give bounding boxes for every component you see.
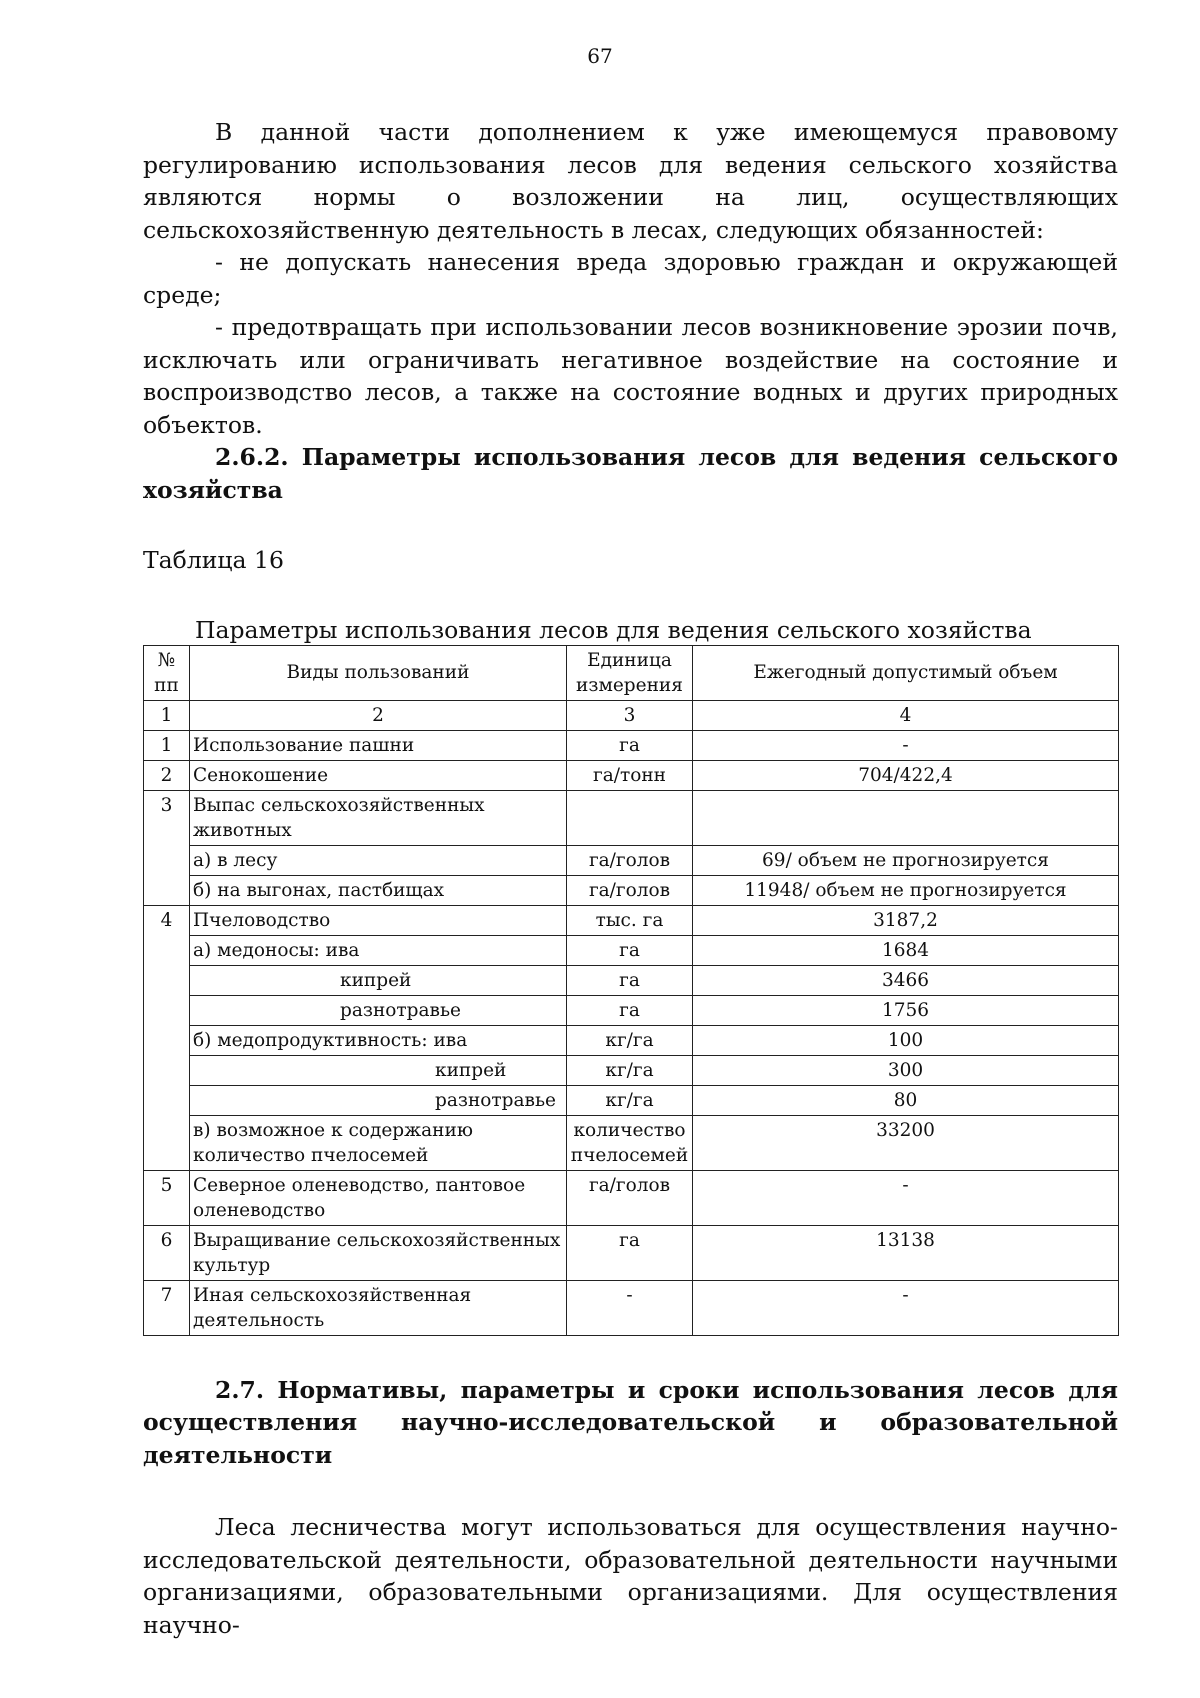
header-volume: Ежегодный допустимый объем [693, 645, 1119, 700]
row-volume: 69/ объем не прогнозируется [693, 845, 1119, 875]
parameters-table [143, 645, 1119, 1336]
row-type: а) в лесу [190, 845, 567, 875]
row-num: 5 [144, 1170, 190, 1225]
row-num [144, 1085, 190, 1115]
row-type: Пчеловодство [190, 905, 567, 935]
table-row [144, 1085, 1119, 1115]
row-volume: - [693, 730, 1119, 760]
row-volume: 33200 [693, 1115, 1119, 1170]
row-num: 1 [144, 730, 190, 760]
table-row [144, 790, 1119, 845]
section-2-7-paragraph: Леса лесничества могут использоваться для осуществления научно-исследовательской деятельности, образовательной деятельности научными организациями, образовательными организациями. Для осуществления научно- [143, 1513, 1118, 1639]
row-num [144, 845, 190, 875]
row-volume: - [693, 1170, 1119, 1225]
page-number: 67 [587, 44, 613, 68]
row-volume: 1684 [693, 935, 1119, 965]
table-header-row [144, 645, 1119, 700]
row-num [144, 995, 190, 1025]
section-heading-2-7: 2.7. Нормативы, параметры и сроки использования лесов для осуществления научно-исследовательской и образовательной деятельности [143, 1375, 1118, 1469]
row-type: Сенокошение [190, 760, 567, 790]
bullet-item: - предотвращать при использовании лесов возникновение эрозии почв, исключать или ограничивать негативное воздействие на состояние и воспроизводство лесов, а также на состояние водных и других природных объектов. [143, 313, 1118, 439]
row-volume: - [693, 1280, 1119, 1335]
table-row [144, 1170, 1119, 1225]
row-unit [567, 790, 693, 845]
section-2-7 [143, 1374, 1118, 1642]
column-number: 1 [144, 700, 190, 730]
row-num [144, 875, 190, 905]
row-type: Иная сельскохозяйственная деятельность [190, 1280, 567, 1335]
row-type: б) медопродуктивность: ива [190, 1025, 567, 1055]
row-type: кипрей [190, 965, 567, 995]
table-row [144, 875, 1119, 905]
row-volume: 100 [693, 1025, 1119, 1055]
row-volume: 704/422,4 [693, 760, 1119, 790]
row-unit: количество пчелосемей [567, 1115, 693, 1170]
row-unit: тыс. га [567, 905, 693, 935]
row-unit: га [567, 1225, 693, 1280]
column-number: 4 [693, 700, 1119, 730]
page-content [143, 116, 1118, 1641]
table-row [144, 965, 1119, 995]
row-volume: 3187,2 [693, 905, 1119, 935]
table-row [144, 1280, 1119, 1335]
section-heading-2-6-2: 2.6.2. Параметры использования лесов для ведения сельского хозяйства [143, 443, 1118, 504]
row-num [144, 1025, 190, 1055]
row-type: а) медоносы: ива [190, 935, 567, 965]
bullet-item: - не допускать нанесения вреда здоровью граждан и окружающей среде; [143, 248, 1118, 309]
row-unit: га/тонн [567, 760, 693, 790]
row-num: 3 [144, 790, 190, 845]
column-number: 3 [567, 700, 693, 730]
row-num: 4 [144, 905, 190, 935]
row-num [144, 965, 190, 995]
row-unit: га [567, 965, 693, 995]
row-unit: га/голов [567, 1170, 693, 1225]
row-type: Северное оленеводство, пантовое оленеводство [190, 1170, 567, 1225]
row-num [144, 935, 190, 965]
table-caption: Параметры использования лесов для ведения сельского хозяйства [195, 615, 1032, 644]
row-num: 2 [144, 760, 190, 790]
row-volume: 80 [693, 1085, 1119, 1115]
row-volume: 13138 [693, 1225, 1119, 1280]
row-unit: га [567, 730, 693, 760]
row-unit: кг/га [567, 1025, 693, 1055]
table-row [144, 1055, 1119, 1085]
row-unit: га/голов [567, 875, 693, 905]
table-row [144, 935, 1119, 965]
header-type: Виды пользований [190, 645, 567, 700]
row-unit: га [567, 995, 693, 1025]
row-num [144, 1115, 190, 1170]
row-unit: - [567, 1280, 693, 1335]
row-num [144, 1055, 190, 1085]
row-type: Выпас сельскохозяйственных животных [190, 790, 567, 845]
table-label: Таблица 16 [143, 546, 284, 574]
table-row [144, 1025, 1119, 1055]
row-type: разнотравье [190, 995, 567, 1025]
row-type: б) на выгонах, пастбищах [190, 875, 567, 905]
table-row [144, 760, 1119, 790]
row-type: Выращивание сельскохозяйственных культур [190, 1225, 567, 1280]
header-unit: Единица измерения [567, 645, 693, 700]
row-type: разнотравье [190, 1085, 567, 1115]
row-type: кипрей [190, 1055, 567, 1085]
table-row [144, 845, 1119, 875]
row-unit: кг/га [567, 1055, 693, 1085]
table-row [144, 1115, 1119, 1170]
row-type: Использование пашни [190, 730, 567, 760]
column-number: 2 [190, 700, 567, 730]
row-unit: га/голов [567, 845, 693, 875]
row-unit: кг/га [567, 1085, 693, 1115]
row-volume: 1756 [693, 995, 1119, 1025]
row-volume [693, 790, 1119, 845]
column-number-row [144, 700, 1119, 730]
row-type: в) возможное к содержанию количество пчелосемей [190, 1115, 567, 1170]
row-volume: 11948/ объем не прогнозируется [693, 875, 1119, 905]
row-num: 6 [144, 1225, 190, 1280]
row-volume: 3466 [693, 965, 1119, 995]
header-num: № пп [144, 645, 190, 700]
intro-paragraph: В данной части дополнением к уже имеющемуся правовому регулированию использования лесов для ведения сельского хозяйства являются нормы о возложении на лиц, осуществляющих сельскохозяйственную деятельность в лесах, следующих обязанностей: [143, 118, 1118, 244]
table-row [144, 995, 1119, 1025]
table-row [144, 1225, 1119, 1280]
table-row [144, 905, 1119, 935]
row-volume: 300 [693, 1055, 1119, 1085]
row-unit: га [567, 935, 693, 965]
row-num: 7 [144, 1280, 190, 1335]
table-row [144, 730, 1119, 760]
